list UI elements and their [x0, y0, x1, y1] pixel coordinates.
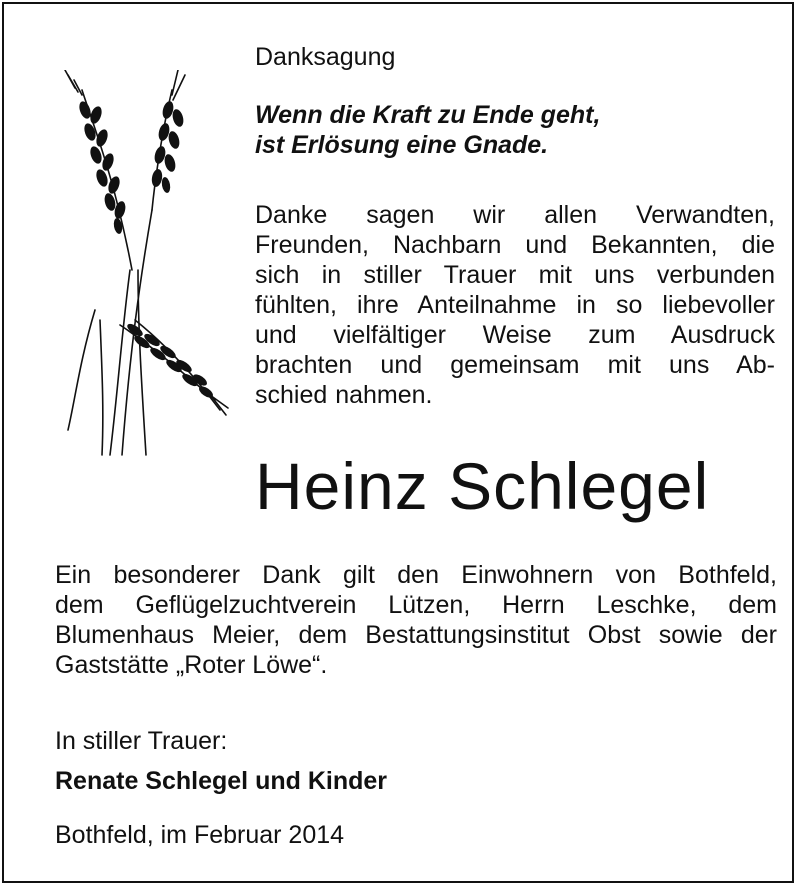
special-thanks-line: Gaststätte „Roter Löwe“. [55, 651, 328, 679]
place-date: Bothfeld, im Februar 2014 [55, 821, 345, 849]
thanks-line: Danke sagen wir allen Verwandten, [255, 201, 775, 229]
thanks-line: Freunden, Nachbarn und Bekannten, die [255, 231, 775, 259]
special-thanks-line: dem Geflügelzuchtverein Lützen, Herrn Leschke, dem [55, 591, 777, 619]
deceased-name: Heinz Schlegel [255, 449, 710, 523]
special-thanks-paragraph [55, 560, 777, 680]
thanks-line: sich in stiller Trauer mit uns verbunden [255, 261, 775, 289]
special-thanks-line: Ein besonderer Dank gilt den Einwohnern von Bothfeld, [55, 561, 777, 589]
quote-line-1: Wenn die Kraft zu Ende geht, [255, 101, 601, 129]
special-thanks-line: Blumenhaus Meier, dem Bestattungsinstitut Obst sowie der [55, 621, 777, 649]
thanks-line: und vielfältiger Weise zum Ausdruck [255, 321, 775, 349]
signed-by: Renate Schlegel und Kinder [55, 767, 388, 795]
thanks-line: brachten und gemeinsam mit uns Ab- [255, 351, 775, 379]
quote-line-2: ist Erlösung eine Gnade. [255, 131, 549, 159]
mourning-label: In stiller Trauer: [55, 727, 228, 755]
thanks-line: schied nahmen. [255, 381, 433, 409]
notice-heading: Danksagung [255, 43, 396, 71]
thanks-paragraph [255, 200, 775, 410]
quote-block [255, 100, 600, 160]
thanks-line: fühlten, ihre Anteilnahme in so liebevoller [255, 291, 775, 319]
wheat-ears-icon [60, 70, 230, 460]
